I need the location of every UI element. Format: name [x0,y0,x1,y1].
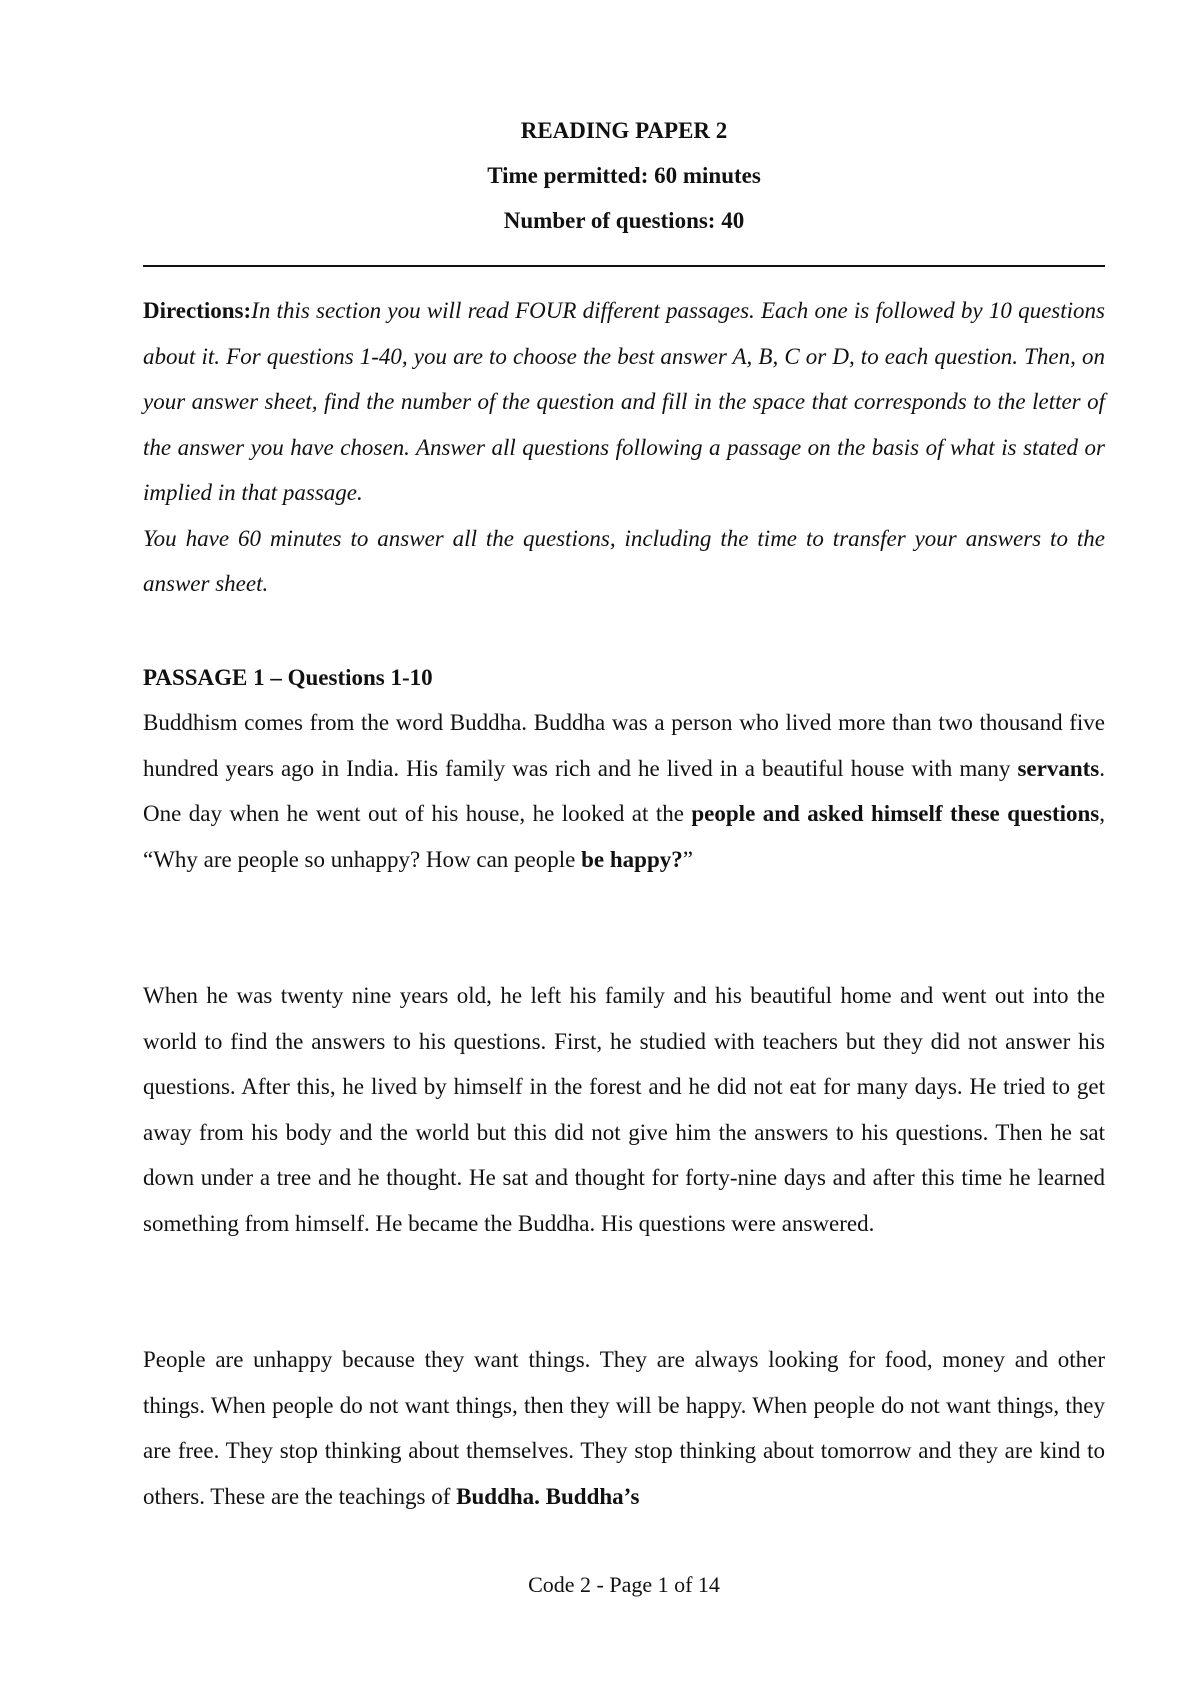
directions-time-note: You have 60 minutes to answer all the questions, including the time to transfer your answers to the answer sheet. [143,525,1105,596]
paragraph-text [143,1337,1105,1519]
bold-be-happy: be happy? [581,846,683,872]
bold-buddha: Buddha. Buddha’s [456,1483,640,1509]
directions-label: Directions: [143,298,252,323]
text-run: People are unhappy because they want things. They are always looking for food, money and other things. When people do not want things, then they will be happy. When people do not want things, they are free. They stop thinking about themselves. They stop thinking about tomorrow and they are kind to others. These are the teachings of [143,1347,1105,1509]
text-run: Buddhism comes from the word Buddha. Buddha was a person who lived more than two thousand five hundred years ago in India. His family was rich and he lived in a beautiful house with many [143,710,1105,781]
paper-title: READING PAPER 2 [520,118,728,143]
directions-paragraph [143,288,1105,516]
passage-1-paragraph-1 [143,700,1105,882]
text-run: ” [682,846,693,872]
passage-1-paragraph-2 [143,973,1105,1246]
horizontal-rule [143,265,1105,267]
directions-text: In this section you will read FOUR different passages. Each one is followed by 10 questions about it. For questions 1-40, you are to choose the best answer A, B, C or D, to each question. Then, on your answer sheet, find the number of the question and fill in the space that corresponds to the letter of the answer you have chosen. Answer all questions following a passage on the basis of what is stated or implied in that passage. [143,298,1105,505]
time-permitted: Time permitted: 60 minutes [487,163,761,188]
number-of-questions: Number of questions: 40 [503,208,745,233]
text-run: , “Why are people so unhappy? How can people [143,801,1105,872]
bold-servants: servants [1017,755,1100,781]
paragraph-text [143,700,1105,882]
page-footer: Code 2 - Page 1 of 14 [528,1572,720,1597]
passage-1-paragraph-3 [143,1337,1105,1519]
passage-1-title: PASSAGE 1 – Questions 1-10 [143,665,433,690]
paragraph-text: When he was twenty nine years old, he left his family and his beautiful home and went out into the world to find the answers to his questions. First, he studied with teachers but they did not answer his questions. After this, he lived by himself in the forest and he did not eat for many days. He tried to get away from his body and the world but this did not give him the answers to his questions. Then he sat down under a tree and he thought. He sat and thought for forty-nine days and after this time he learned something from himself. He became the Buddha. His questions were answered. [143,983,1105,1236]
bold-people-phrase: people and asked himself these questions [691,801,1100,826]
directions-section [143,288,1105,607]
text-run: . One day when he went out of his house, he looked at the [143,755,1105,826]
